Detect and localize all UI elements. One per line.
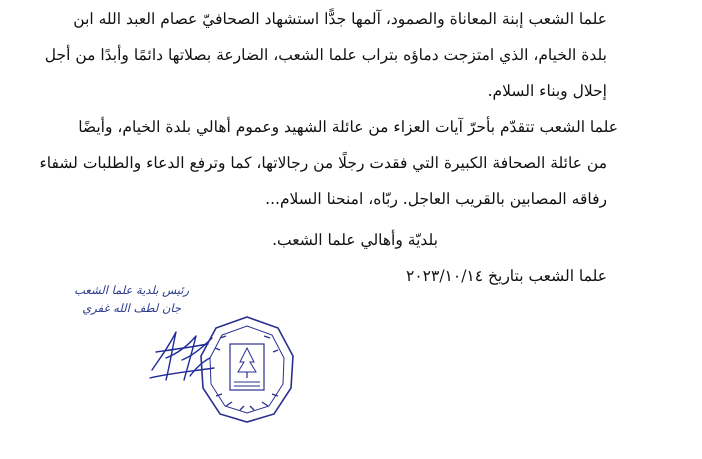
body-line-6: رفاقه المصابين بالقريب العاجل. ربّاه، امنحنا السلام... bbox=[265, 190, 607, 208]
official-stamp bbox=[198, 314, 296, 424]
body-line-2: بلدة الخيام، الذي امتزجت دماؤه بتراب علما الشعب، الضارعة بصلاتها دائمًا وأبدًا من أجل bbox=[44, 46, 607, 64]
date-line: علما الشعب بتاريخ ٢٠٢٣/١٠/١٤ bbox=[406, 267, 607, 285]
body-line-4: علما الشعب تتقدّم بأحرّ آيات العزاء من عائلة الشهيد وعموم أهالي بلدة الخيام، وأيضًا bbox=[78, 118, 618, 136]
body-line-5: من عائلة الصحافة الكبيرة التي فقدت رجلًا من رجالاتها، كما وترفع الدعاء والطلبات لشفاء bbox=[39, 154, 607, 172]
mayor-title: رئيس بلدية علما الشعب bbox=[74, 283, 189, 297]
body-line-1: علما الشعب إبنة المعاناة والصمود، آلمها جدًّا استشهاد الصحافيّ عصام العبد الله ابن bbox=[73, 10, 607, 28]
body-line-3: إحلال وبناء السلام. bbox=[487, 82, 607, 100]
closing-line: بلديّة وأهالي علما الشعب. bbox=[272, 231, 438, 249]
mayor-name: جان لطف الله غفري bbox=[82, 301, 181, 315]
